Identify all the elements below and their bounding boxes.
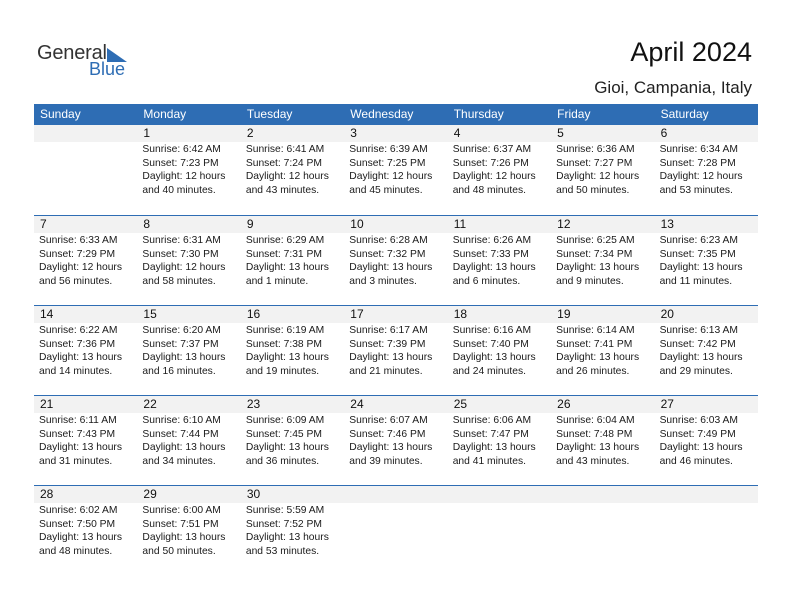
day-number: 23 [241,396,344,413]
sunset-time: Sunset: 7:42 PM [659,338,736,350]
daylight-minutes: and 26 minutes. [556,365,630,377]
logo-text-blue: Blue [89,59,126,79]
sunset-time: Sunset: 7:48 PM [556,428,633,440]
week-row [34,215,758,305]
sun-info [137,503,240,558]
week-row [34,125,758,215]
day-cell [344,396,447,485]
sunset-time: Sunset: 7:51 PM [142,518,219,530]
sunrise-time: Sunrise: 6:20 AM [142,325,221,336]
day-number: 6 [655,125,758,142]
sun-info [344,142,447,197]
day-number: 2 [241,125,344,142]
sunrise-time: Sunrise: 5:59 AM [245,505,325,516]
day-cell [137,216,240,305]
daylight-minutes: and 46 minutes. [659,455,733,467]
weekday-saturday: Saturday [660,107,709,121]
daylight-hours: Daylight: 12 hours [142,262,226,273]
sun-info [137,323,240,378]
sunrise-time: Sunrise: 6:17 AM [349,325,428,336]
day-cell [34,216,137,305]
daylight-hours: Daylight: 12 hours [659,171,743,182]
day-cell [137,486,240,575]
daylight-hours: Daylight: 13 hours [39,352,122,363]
day-number: 11 [448,216,551,233]
daylight-minutes: and 58 minutes. [142,275,216,287]
daylight-minutes: and 11 minutes. [659,275,733,287]
location-label: Gioi, Campania, Italy [594,78,752,97]
sunrise-time: Sunrise: 6:07 AM [349,415,428,426]
day-cell [448,396,551,485]
sun-info [448,233,551,288]
daylight-minutes: and 24 minutes. [452,365,526,377]
sunset-time: Sunset: 7:27 PM [556,157,633,169]
sunrise-time: Sunrise: 6:02 AM [39,505,118,516]
daylight-hours: Daylight: 13 hours [245,352,329,363]
day-cell [551,216,654,305]
daylight-minutes: and 41 minutes. [452,455,526,467]
sun-info [241,503,344,558]
day-cell [448,306,551,395]
day-number: 20 [655,306,758,323]
day-number [448,486,551,503]
day-number: 4 [448,125,551,142]
daylight-hours: Daylight: 12 hours [452,171,536,182]
daylight-hours: Daylight: 13 hours [659,262,743,273]
daylight-hours: Daylight: 13 hours [245,442,329,453]
daylight-minutes: and 21 minutes. [349,365,423,377]
daylight-hours: Daylight: 13 hours [245,532,329,543]
sunset-time: Sunset: 7:23 PM [142,157,219,169]
daylight-minutes: and 48 minutes. [452,184,526,196]
daylight-hours: Daylight: 13 hours [556,352,640,363]
daylight-minutes: and 19 minutes. [245,365,320,377]
sunrise-time: Sunrise: 6:16 AM [452,325,532,336]
sun-info [34,503,137,558]
day-cell [448,216,551,305]
day-number [551,486,654,503]
calendar-grid [34,104,758,575]
day-cell [655,396,758,485]
daylight-hours: Daylight: 13 hours [452,352,536,363]
sun-info [137,142,240,197]
sunrise-time: Sunrise: 6:39 AM [349,144,428,155]
sun-info [344,413,447,468]
day-cell [34,486,137,575]
daylight-hours: Daylight: 13 hours [452,262,536,273]
daylight-hours: Daylight: 13 hours [349,352,433,363]
day-number: 3 [344,125,447,142]
sunrise-time: Sunrise: 6:41 AM [245,144,325,155]
weekday-tuesday: Tuesday [246,107,293,121]
sunrise-time: Sunrise: 6:28 AM [349,235,428,246]
day-number: 22 [137,396,240,413]
logo-text-general: General [37,42,107,64]
daylight-minutes: and 3 minutes. [349,275,417,287]
day-number: 27 [655,396,758,413]
daylight-hours: Daylight: 13 hours [142,442,226,453]
sun-info [448,323,551,378]
empty-day-cell [344,486,447,575]
sun-info [34,413,137,468]
day-number: 10 [344,216,447,233]
daylight-hours: Daylight: 13 hours [39,532,122,543]
daylight-minutes: and 50 minutes. [142,545,216,557]
sunrise-time: Sunrise: 6:36 AM [556,144,635,155]
day-number [344,486,447,503]
day-cell [34,306,137,395]
day-number: 29 [137,486,240,503]
daylight-minutes: and 6 minutes. [452,275,521,287]
weekday-sunday: Sunday [40,107,81,121]
sun-info [344,323,447,378]
sunrise-time: Sunrise: 6:09 AM [245,415,325,426]
sun-info [551,413,654,468]
sunrise-time: Sunrise: 6:06 AM [452,415,532,426]
daylight-hours: Daylight: 13 hours [556,442,640,453]
daylight-minutes: and 43 minutes. [245,184,320,196]
daylight-hours: Daylight: 13 hours [39,442,122,453]
daylight-minutes: and 43 minutes. [556,455,630,467]
sunrise-time: Sunrise: 6:00 AM [142,505,221,516]
sunset-time: Sunset: 7:33 PM [452,248,529,260]
sunset-time: Sunset: 7:37 PM [142,338,219,350]
sun-info [241,413,344,468]
sunset-time: Sunset: 7:52 PM [245,518,322,530]
empty-day-cell [655,486,758,575]
sunrise-time: Sunrise: 6:31 AM [142,235,221,246]
day-number: 1 [137,125,240,142]
sun-info [34,233,137,288]
weekday-thursday: Thursday [453,107,504,121]
day-cell [655,125,758,215]
daylight-minutes: and 1 minute. [245,275,309,287]
sunrise-time: Sunrise: 6:10 AM [142,415,221,426]
daylight-minutes: and 53 minutes. [245,545,320,557]
day-number: 14 [34,306,137,323]
day-number: 26 [551,396,654,413]
sunset-time: Sunset: 7:43 PM [39,428,116,440]
day-number: 17 [344,306,447,323]
day-number: 19 [551,306,654,323]
sun-info [655,233,758,288]
day-cell [137,396,240,485]
daylight-minutes: and 16 minutes. [142,365,216,377]
day-number: 13 [655,216,758,233]
day-cell [241,125,344,215]
daylight-hours: Daylight: 13 hours [659,352,743,363]
day-cell [34,396,137,485]
day-number: 7 [34,216,137,233]
sun-info [137,233,240,288]
daylight-minutes: and 14 minutes. [39,365,113,377]
day-cell [241,396,344,485]
daylight-minutes: and 40 minutes. [142,184,216,196]
sunset-time: Sunset: 7:47 PM [452,428,529,440]
sunrise-time: Sunrise: 6:29 AM [245,235,325,246]
sunrise-time: Sunrise: 6:13 AM [659,325,738,336]
weekday-header [34,104,758,125]
daylight-minutes: and 9 minutes. [556,275,624,287]
sunrise-time: Sunrise: 6:26 AM [452,235,532,246]
daylight-minutes: and 31 minutes. [39,455,113,467]
sunset-time: Sunset: 7:38 PM [245,338,322,350]
sunset-time: Sunset: 7:44 PM [142,428,219,440]
sunrise-time: Sunrise: 6:42 AM [142,144,221,155]
day-number: 24 [344,396,447,413]
sunrise-time: Sunrise: 6:33 AM [39,235,118,246]
daylight-minutes: and 34 minutes. [142,455,216,467]
daylight-hours: Daylight: 13 hours [142,532,226,543]
day-cell [241,306,344,395]
daylight-minutes: and 45 minutes. [349,184,423,196]
day-number [655,486,758,503]
day-number: 15 [137,306,240,323]
sunset-time: Sunset: 7:30 PM [142,248,219,260]
sunset-time: Sunset: 7:46 PM [349,428,426,440]
sunrise-time: Sunrise: 6:25 AM [556,235,635,246]
day-cell [551,396,654,485]
sunset-time: Sunset: 7:36 PM [39,338,116,350]
day-cell [241,216,344,305]
daylight-hours: Daylight: 13 hours [245,262,329,273]
sun-info [655,413,758,468]
daylight-minutes: and 29 minutes. [659,365,733,377]
sunset-time: Sunset: 7:25 PM [349,157,426,169]
day-cell [655,216,758,305]
day-number: 21 [34,396,137,413]
sunset-time: Sunset: 7:28 PM [659,157,736,169]
sunset-time: Sunset: 7:31 PM [245,248,322,260]
sunrise-time: Sunrise: 6:34 AM [659,144,738,155]
sunset-time: Sunset: 7:41 PM [556,338,633,350]
sun-info [448,142,551,197]
empty-day-cell [551,486,654,575]
daylight-hours: Daylight: 13 hours [452,442,536,453]
sunrise-time: Sunrise: 6:03 AM [659,415,738,426]
page-title: April 2024 [630,37,752,67]
empty-day-cell [448,486,551,575]
weekday-friday: Friday [557,107,591,121]
week-row [34,305,758,395]
daylight-minutes: and 48 minutes. [39,545,113,557]
sunset-time: Sunset: 7:50 PM [39,518,116,530]
sunset-time: Sunset: 7:35 PM [659,248,736,260]
day-cell [655,306,758,395]
day-number: 18 [448,306,551,323]
sunset-time: Sunset: 7:45 PM [245,428,322,440]
day-cell [551,306,654,395]
daylight-minutes: and 36 minutes. [245,455,320,467]
daylight-minutes: and 53 minutes. [659,184,733,196]
sunrise-time: Sunrise: 6:19 AM [245,325,325,336]
day-cell [448,125,551,215]
sun-info [241,233,344,288]
day-number: 16 [241,306,344,323]
daylight-hours: Daylight: 13 hours [349,262,433,273]
day-number: 25 [448,396,551,413]
sunrise-time: Sunrise: 6:37 AM [452,144,532,155]
daylight-hours: Daylight: 12 hours [556,171,640,182]
day-cell [241,486,344,575]
daylight-hours: Daylight: 13 hours [659,442,743,453]
day-cell [344,125,447,215]
day-number: 30 [241,486,344,503]
daylight-hours: Daylight: 12 hours [142,171,226,182]
sun-info [655,142,758,197]
day-number: 8 [137,216,240,233]
day-number [34,125,137,142]
sunrise-time: Sunrise: 6:11 AM [39,415,117,426]
sun-info [551,233,654,288]
sun-info [551,142,654,197]
sunrise-time: Sunrise: 6:04 AM [556,415,635,426]
sunset-time: Sunset: 7:24 PM [245,157,322,169]
daylight-hours: Daylight: 13 hours [349,442,433,453]
daylight-hours: Daylight: 12 hours [245,171,329,182]
day-number: 9 [241,216,344,233]
week-row [34,395,758,485]
day-cell [551,125,654,215]
weeks-container [34,125,758,575]
daylight-hours: Daylight: 13 hours [142,352,226,363]
day-cell [137,125,240,215]
daylight-minutes: and 39 minutes. [349,455,423,467]
sunset-time: Sunset: 7:34 PM [556,248,633,260]
day-cell [137,306,240,395]
sun-info [655,323,758,378]
daylight-minutes: and 56 minutes. [39,275,113,287]
sun-info [241,323,344,378]
daylight-hours: Daylight: 12 hours [39,262,122,273]
logo [37,42,137,82]
day-number: 5 [551,125,654,142]
weekday-monday: Monday [143,107,187,121]
sun-info [137,413,240,468]
sun-info [241,142,344,197]
sunrise-time: Sunrise: 6:14 AM [556,325,635,336]
daylight-hours: Daylight: 13 hours [556,262,640,273]
day-number: 28 [34,486,137,503]
sun-info [551,323,654,378]
week-row [34,485,758,575]
sun-info [34,323,137,378]
weekday-wednesday: Wednesday [350,107,414,121]
sunset-time: Sunset: 7:40 PM [452,338,529,350]
sunrise-time: Sunrise: 6:22 AM [39,325,118,336]
day-number: 12 [551,216,654,233]
sunset-time: Sunset: 7:49 PM [659,428,736,440]
empty-day-cell [34,125,137,215]
sunset-time: Sunset: 7:26 PM [452,157,529,169]
sunrise-time: Sunrise: 6:23 AM [659,235,738,246]
sunset-time: Sunset: 7:29 PM [39,248,116,260]
day-cell [344,216,447,305]
daylight-hours: Daylight: 12 hours [349,171,433,182]
sunset-time: Sunset: 7:39 PM [349,338,426,350]
day-cell [344,306,447,395]
sun-info [344,233,447,288]
sunset-time: Sunset: 7:32 PM [349,248,426,260]
sun-info [448,413,551,468]
daylight-minutes: and 50 minutes. [556,184,630,196]
